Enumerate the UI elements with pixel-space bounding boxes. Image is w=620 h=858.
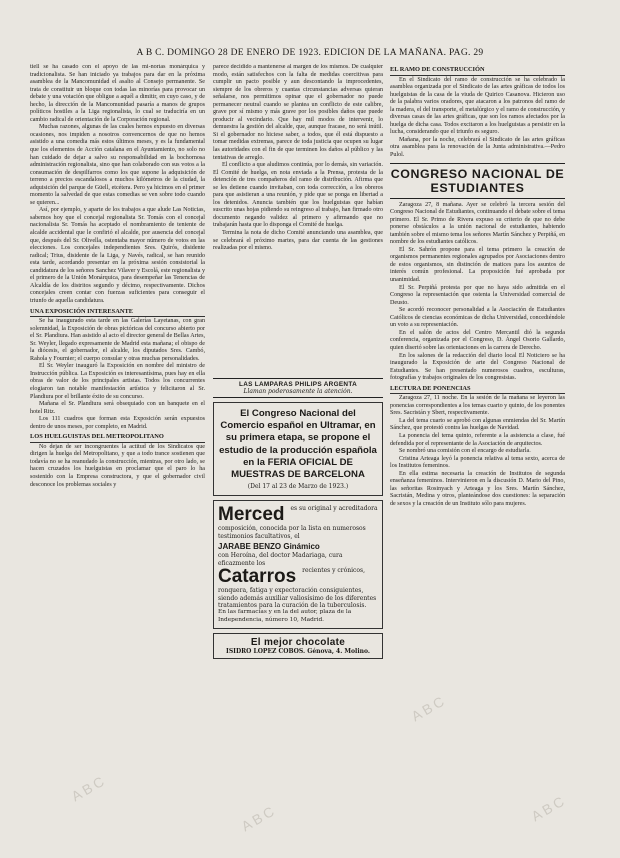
jarabe-ad xyxy=(213,500,383,629)
paragraph: En ella estima necesaria la creación de Institutos de segunda enseñanza femeninos. Intervinieron en la discusión D. Mario del Pino, las señoritas Rosinyach y Arteaga y los Sres. Martín Sánchez, Sacristán, Medina y otros, planteándose dos cuestiones: la separación de sexos y la creación de un Instituto sólo para mujeres. xyxy=(390,470,565,507)
section-heading: UNA EXPOSICIÓN INTERESANTE xyxy=(30,308,205,318)
jarabe-footer: En las farmacias y en la del autor, plaza de la Independencia, número 10, Madrid. xyxy=(218,609,352,623)
paragraph: Se acordó reconocer personalidad a la Asociación de Estudiantes Católicos de ciencias económicas de dicha Universidad, concediéndole un voto a su representación. xyxy=(390,307,565,329)
column-1 xyxy=(30,64,205,839)
abc-watermark: ABC xyxy=(238,801,280,835)
paragraph: El Sr. Perpiñá protesta por que no haya sido admitida en el Congreso la representación que ostenta la Universidad comercial de Deusto. xyxy=(390,284,565,306)
abc-watermark: ABC xyxy=(408,691,450,725)
paragraph: Termina la nota de dicho Comité anunciando una asamblea, que se celebrará el próximo martes, para dar cuenta de las gestiones realizadas por el mismo. xyxy=(213,230,383,252)
paragraph: El Sr. Sahrón propone para el tema primero la creación de organismos permanentes regionales agrupados por Asociaciones dentro de estos organismos, sin distinción de matices para los asuntos de interés común profesional. La proposición fué aprobada por unanimidad. xyxy=(390,246,565,284)
paragraph: La ponencia del tema quinto, referente a la asistencia a clase, fué defendida por el representante de la Asociación de arquitectos. xyxy=(390,432,565,447)
abc-watermark: ABC xyxy=(68,771,110,805)
paragraph: Se nombró una comisión con el encargo de estudiarla. xyxy=(399,448,531,455)
congreso-ad-dates: (Del 17 al 23 de Marzo de 1923.) xyxy=(247,483,349,491)
jarabe-text: con Heroína, del doctor Madariaga, cura eficazmente los xyxy=(218,552,343,567)
jarabe-name: JARABE BENZO Ginámico xyxy=(218,542,320,552)
chocolate-ad-subtitle: ISIDRO LOPEZ COBOS. Génova, 4. Molino. xyxy=(226,648,370,656)
divider xyxy=(390,163,565,164)
paragraph: Zaragoza 27, 8 mañana. Ayer se celebró la tercera sesión del Congreso Nacional de Estudiantes, continuando el debate sobre el tema primero. El Sr. Primo de Rivera expuso su criterio de que no debe ponerse obstáculos a la unión nacional de estudiantes, habiendo también sobre el mismo tema los señores Martín Sánchez y Perpiñá, en nombre de los estudiantes católicos. xyxy=(390,201,565,246)
merced-brand: Merced xyxy=(218,504,285,526)
section-heading: LECTURA DE PONENCIAS xyxy=(390,385,565,395)
paragraph: El conflicto a que aludimos continúa, por lo demás, sin variación. El Comité de huelga, en nota enviada a la Prensa, protesta de la detención de tres compañeros del ramo de distribución. Afirma que se les detiene cuando invitaban, con toda corrección, a los obreros para que asistieran a una reunión, y pide que se ponga en libertad a los detenidos. Anuncia también que los huelguistas que habían suscrito unas hojas pidiendo su reingreso al trabajo, han firmado otro documento negando validez al primero y afirmando que no trabajarán hasta que lo disponga el Comité de huelga. xyxy=(213,162,383,229)
paragraph: parece decidido a mantenerse al margen de los mismos. De cualquier modo, están satisfechos con la falta de medidas coercitivas para cumplir un pacto posible y aun descontando la improcedentes, siempre de los obreros y cuantas circunstancias adversas quieran señalarse, nos permitimos opinar que el gobernador no puede permanecer neutral cuando se plantea un conflicto de este calibre, grave por sí mismo y más grave por los posibles daños que puede producir al vecindario. Que hay mil modos de intervenir, lo demuestra la gestión del alcalde, que, aunque fracase, no será inútil. Si el gobernador no hiciese saber, a todos, que él está dispuesto a tomar medidas extremas, parece de toda justicia que ocupen su lugar las autoridades con el fin de que terminen los daños al público y las tentativas de arreglo. xyxy=(213,64,383,161)
merced-text: es su original y acreditadora composición, conocida por la lista en numerosos testimonios facultativos, el xyxy=(218,505,378,540)
section-heading: LOS HUELGUISTAS DEL METROPOLITANO xyxy=(30,433,205,443)
abc-watermark: ABC xyxy=(528,791,570,825)
paragraph: Así, por ejemplo, y aparte de los trabajos a que alude Las Noticias, sabemos hoy que el concejal regionalista Sr. Tomás con el concejal nacionalista Sr. Tomás ha aceptado el nombramiento de teniente de alcalde accidental que le confirió el alcalde, por ausencia del concejal que, después del Sr. Olivella, ostentaba mayor número de votos en las elecciones. Los concejales independientes Sres. Quirós, disidente radical; Trius, disidente de la Liga, y Navés, radical, se han reunido esta tarde, acordando presentar en la próxima sesión consistorial la candidatura de los señores Sanchez Vilaver y Escolá, este regionalista y el primero de la Unión Monárquica, para desempeñar las Tenencias de Alcaldía de los distritos segundo y décimo, respectivamente. Dichos concejales creen contar con fuerzas suficientes para conseguir el triunfo de aquella candidatura. xyxy=(30,207,205,304)
philips-ad-title: LAS LAMPARAS PHILIPS ARGENTA xyxy=(239,381,357,388)
paragraph: Zaragoza 27, 11 noche. En la sesión de la mañana se leyeron las ponencias correspondientes a los temas cuarto y quinto, de los ponentes Sres. Sacristán y Sbert, respectivamente. xyxy=(390,395,565,417)
catarros-brand: Catarros xyxy=(218,566,297,588)
paragraph: La del tema cuarto se aprobó con algunas enmiendas del Sr. Martín Sánchez, que protestó contra las huelgas de Navidad. xyxy=(390,417,565,432)
paragraph: No dejan de ser incongruentes la actitud de los Sindicatos que dirigen la huelga del Metropolitano, y que a todo trance sostienen que todavía no se ha reanudado la construcción, mientras, por otro lado, se hacen cruzados los huelguistas en proclamar que el paro lo ha sostenido con la Empresa constructora, y que el gobernador civil desconoce los problemas sociales y xyxy=(30,443,205,488)
paragraph: Cristina Arteaga leyó la ponencia relativa al tema sexto, acerca de los Institutos femeninos. xyxy=(390,455,565,470)
philips-ad-subtitle: Llaman poderosamente la atención. xyxy=(243,388,353,395)
chocolate-ad-title: El mejor chocolate xyxy=(250,637,346,649)
paragraph: tiell se ha casado con el apoyo de las mi-norías monárquica y tradicionalista. Se han iniciado ya trabajos para dar en la próxima asamblea de la Mancomunidad el asalto al Consejo permanente. Se trata de constituir un bloque con todas las minorías para provocar un debate y una votación que obligue a aquél a dimitir, en cuyo caso, y de hecho, la dirección de la Mancomunidad pasaría a manos de grupos políticos hostiles a la Liga regionalista, lo cual se traduciría en un cambio radical de orientación de la Corporación regional. xyxy=(30,64,205,123)
catarros-text: recientes y crónicos, ronquera, fatiga y expectoración consiguientes, siendo además auxiliar valiosísimo de los diferentes tratamientos para la curación de la tuberculosis. xyxy=(218,567,377,610)
divider xyxy=(390,198,565,199)
section-heading: EL RAMO DE CONSTRUCCIÓN xyxy=(390,66,565,76)
paragraph: Mañana, por la noche, celebrará el Sindicato de las artes gráficas otra asamblea para la renovación de la Junta administrativa.—Pedro Pulol. xyxy=(390,136,565,159)
article-headline: CONGRESO NACIONAL DE ESTUDIANTES xyxy=(390,166,565,195)
paragraph: Mañana el Sr. Plandiura será obsequiado con un banquete en el hotel Ritz. xyxy=(30,401,205,415)
paragraph: Los 111 cuadros que forman esta Exposición serán expuestos dentro de unos meses, por completo, en Madrid. xyxy=(30,416,205,430)
column-2 xyxy=(213,64,383,364)
paragraph: Muchas razones, algunas de las cuales hemos expuesto en diversas ocasiones, nos impiden a nosotros convencernos de que no hemos asistido a una comedia más estos últimos meses, y es la fundamental que los elementos de Acción catalana en el Ayuntamiento, no solo no han cuidado de dejar a salvo su responsabilidad en la bochornosa administración regionalista, sino que han colaborado con sus votos a la consumación de despilfarros como los que supone la adquisición de terreno a precios escandalosos a muchos kilómetros de la ciudad, la adquisición del parque de Güell, etcétera. Pero ya hicimos en el primer momento la salvedad de que estas comedias se ven sobre todo cuando se quieren... xyxy=(30,124,205,206)
paragraph: En el Sindicato del ramo de construcción se ha celebrado la asamblea organizada por el Sindicato de las artes gráficas de todos los huelguistas de la casa de la viuda de Quirico Casanova. Hicieron uso de la palabra varios oradores, que atacaron a los patronos del ramo de la madera, el del transporte, el metalúrgico y el ramo de construcción, y diversas casas de las artes gráficas, que son los ramos afectados por la huelga de dicha casa. Todos excitaron a los huelguistas a persistir en la lucha, considerando que el triunfo es seguro. xyxy=(390,76,565,136)
chocolate-ad xyxy=(213,633,383,659)
page-header: A B C. DOMINGO 28 DE ENERO DE 1923. EDICION DE LA MAÑANA. PAG. 29 xyxy=(136,48,484,58)
advertisements xyxy=(213,378,383,838)
paragraph: Se ha inaugurado esta tarde en las Galerías Layetanas, con gran solemnidad, la Exposición de obras pictóricas del concurso abierto por el Sr. Plandiura. Han asistido al acto el director general de Bellas Artes, Sr. Weyler, llegado expresamente de Madrid esta mañana; el obispo de la diócesis, el gobernador, el alcalde, los diputados Sres. Cambó, Rahola y Fournier; el cuerpo consular y otras muchas personalidades. xyxy=(30,318,205,362)
congreso-ad xyxy=(213,402,383,496)
paragraph: En el salón de actos del Centro Mercantil dió la segunda conferencia, organizada por el Congreso, D. Ángel Osorio Gallardo, quien disertó sobre las orientaciones en la carrera de Derecho. xyxy=(390,329,565,351)
congreso-ad-text: El Congreso Nacional del Comercio español en Ultramar, en su primera etapa, se propone el estudio de la producción española en la FERIA OFICIAL DE MUESTRAS DE BARCELONA xyxy=(219,408,377,481)
paragraph: El Sr. Weyler inauguró la Exposición en nombre del ministro de Instrucción pública. La Exposición es interesantísima, pues hay en ella obras de valor de los principales artistas. Todos los concurrentes elogiaron tan notable manifestación artística y felicitaron al Sr. Plandiura por el brillante éxito de su concurso. xyxy=(30,363,205,400)
paragraph: En los salones de la redacción del diario local El Noticiero se ha inaugurado la Exposición de arte del Congreso Nacional de Estudiantes. Se han presentado numerosos cuadros, esculturas, fotografías y trabajos originales de los congresistas. xyxy=(390,352,565,382)
philips-ad xyxy=(213,378,383,398)
